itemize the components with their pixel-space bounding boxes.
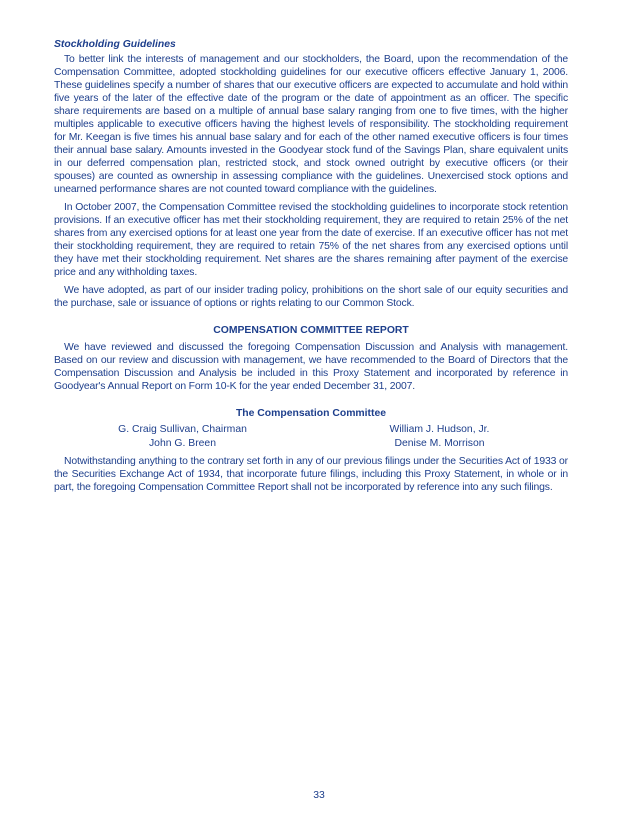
section-heading-committee-report: COMPENSATION COMMITTEE REPORT bbox=[213, 325, 409, 336]
paragraph-insider-trading: We have adopted, as part of our insider trading policy, prohibitions on the short sale of our equity securities and the purchase, sale or issuance of options or rights relating to our Common Stock. bbox=[54, 285, 568, 309]
paragraph-retention: In October 2007, the Compensation Committee revised the stockholding guidelines to incorporate stock retention provisions. If an executive officer has met their stockholding requirement, they are required to retain 25% of the net shares from any exercised options for at least one year from the date of exercise. If an executive officer has not met their stockholding requirement, they are required to retain 75% of the net shares from any exercised options until they have met their stockholding requirement. Net shares are the shares remaining after payment of the exercise price and any withholding taxes. bbox=[54, 202, 568, 278]
document-page bbox=[54, 38, 568, 499]
member-name: Denise M. Morrison bbox=[394, 438, 485, 449]
committee-title: The Compensation Committee bbox=[235, 408, 387, 419]
paragraph-guidelines: To better link the interests of management and our stockholders, the Board, upon the recommendation of the Compensation Committee, adopted stockholding guidelines for our executive officers effective January 1, 2006. These guidelines specify a number of shares that our executive officers are expected to accumulate and hold within five years of the later of the effective date of the program or the date of appointment as an officer. The specific share requirements are based on a multiple of annual base salary ranging from one to five times, with the higher multiples applicable to executive officers having the highest levels of responsibility. The stockholding requirement for Mr. Keegan is five times his annual base salary and for each of the other named executive officers is four times their annual base salary. Amounts invested in the Goodyear stock fund of the Savings Plan, share equivalent units in our deferred compensation plan, restricted stock, and stock owned outright by executive officers (or their spouses) are counted as ownership in assessing compliance with the guidelines. Unexercised stock options and unearned performance shares are not counted toward compliance with the guidelines. bbox=[54, 54, 568, 195]
member-name: John G. Breen bbox=[148, 438, 216, 449]
page-number: 33 bbox=[313, 790, 325, 801]
paragraph-disclaimer: Notwithstanding anything to the contrary set forth in any of our previous filings under the Securities Act of 1933 or the Securities Exchange Act of 1934, that incorporate future filings, including this Proxy Statement, in whole or in part, the foregoing Compensation Committee Report shall not be incorporated by reference into any such filings. bbox=[54, 456, 568, 493]
paragraph-committee-report: We have reviewed and discussed the foregoing Compensation Discussion and Analysis with management. Based on our review and discussion with management, we have recommended to the Board of Directors that the Compensation Discussion and Analysis be included in this Proxy Statement and incorporated by reference in Goodyear's Annual Report on Form 10-K for the year ended December 31, 2007. bbox=[54, 342, 568, 392]
committee-members bbox=[54, 423, 568, 451]
member-name: G. Craig Sullivan, Chairman bbox=[118, 424, 247, 435]
section-heading-stockholding: Stockholding Guidelines bbox=[54, 39, 176, 50]
member-name: William J. Hudson, Jr. bbox=[389, 424, 490, 435]
